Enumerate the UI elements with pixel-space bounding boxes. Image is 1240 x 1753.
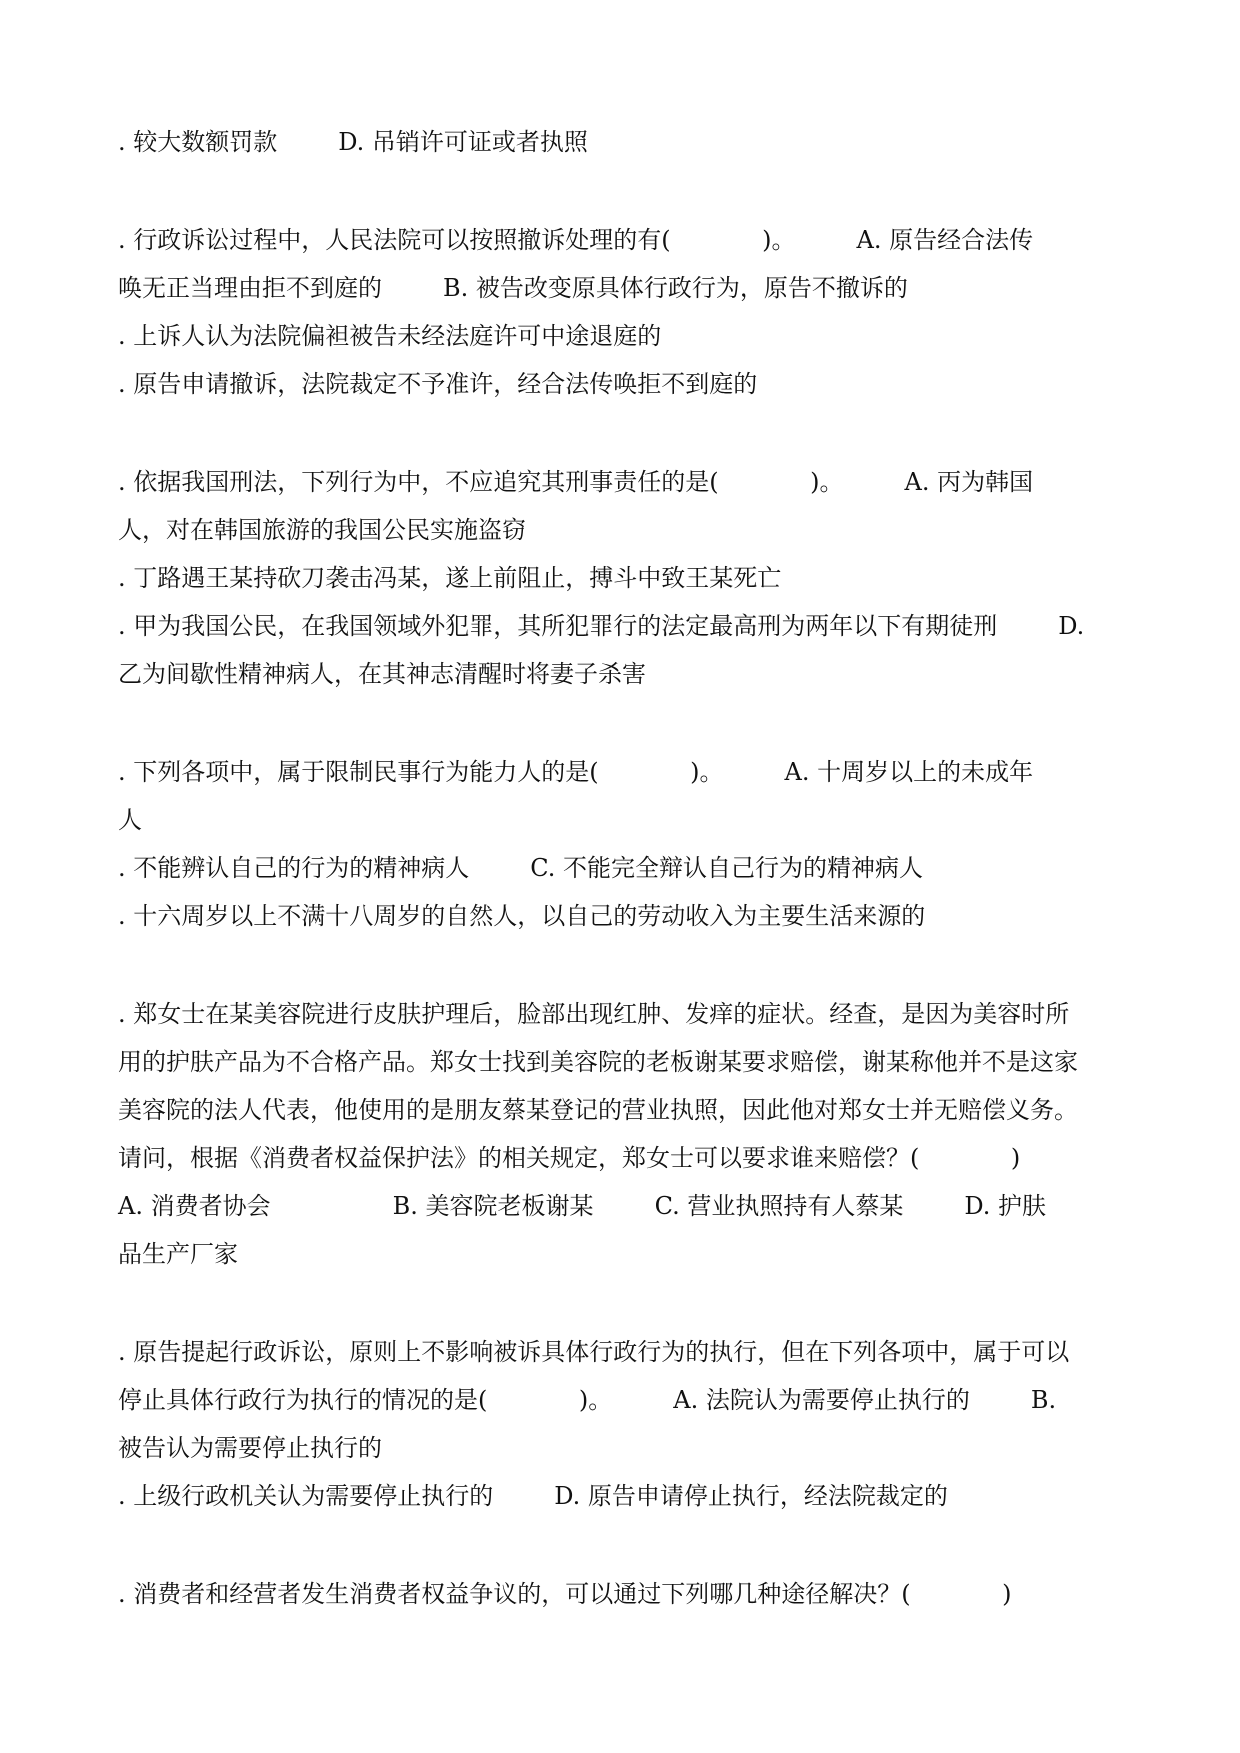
text-line: . 十六周岁以上不满十八周岁的自然人，以自己的劳动收入为主要生活来源的: [118, 902, 926, 930]
text-line: 用的护肤产品为不合格产品。郑女士找到美容院的老板谢某要求赔偿，谢某称他并不是这家: [118, 1048, 1078, 1076]
text-line: . 行政诉讼过程中，人民法院可以按照撤诉处理的有( )。 A. 原告经合法传: [118, 226, 1034, 254]
text-line: . 甲为我国公民，在我国领域外犯罪，其所犯罪行的法定最高刑为两年以下有期徒刑 D.: [118, 612, 1085, 640]
text-line: 停止具体行政行为执行的情况的是( )。 A. 法院认为需要停止执行的 B.: [118, 1386, 1057, 1414]
text-line: 乙为间歇性精神病人，在其神志清醒时将妻子杀害: [118, 660, 646, 688]
text-line: 美容院的法人代表，他使用的是朋友蔡某登记的营业执照，因此他对郑女士并无赔偿义务。: [118, 1096, 1078, 1124]
text-line: . 原告提起行政诉讼，原则上不影响被诉具体行政行为的执行，但在下列各项中，属于可以: [118, 1338, 1070, 1366]
text-line: . 上级行政机关认为需要停止执行的 D. 原告申请停止执行，经法院裁定的: [118, 1482, 948, 1510]
text-line: 被告认为需要停止执行的: [118, 1434, 382, 1462]
text-line: . 上诉人认为法院偏袒被告未经法庭许可中途退庭的: [118, 322, 662, 350]
text-line: 品生产厂家: [118, 1240, 238, 1268]
text-line: 请问，根据《消费者权益保护法》的相关规定，郑女士可以要求谁来赔偿？( ): [118, 1144, 1021, 1172]
text-line: . 郑女士在某美容院进行皮肤护理后，脸部出现红肿、发痒的症状。经查，是因为美容时所: [118, 1000, 1070, 1028]
text-line: . 较大数额罚款 D. 吊销许可证或者执照: [118, 128, 588, 156]
text-line: . 不能辨认自己的行为的精神病人 C. 不能完全辩认自己行为的精神病人: [118, 854, 924, 882]
text-line: 人: [118, 806, 142, 834]
text-line: A. 消费者协会 B. 美容院老板谢某 C. 营业执照持有人蔡某 D. 护肤: [118, 1192, 1047, 1220]
text-line: . 消费者和经营者发生消费者权益争议的，可以通过下列哪几种途径解决？( ): [118, 1580, 1012, 1608]
text-line: 唤无正当理由拒不到庭的 B. 被告改变原具体行政行为，原告不撤诉的: [118, 274, 908, 302]
text-line: . 依据我国刑法，下列行为中，不应追究其刑事责任的是( )。 A. 丙为韩国: [118, 468, 1034, 496]
text-line: . 下列各项中，属于限制民事行为能力人的是( )。 A. 十周岁以上的未成年: [118, 758, 1034, 786]
text-line: . 丁路遇王某持砍刀袭击冯某，遂上前阻止，搏斗中致王某死亡: [118, 564, 782, 592]
text-line: . 原告申请撤诉，法院裁定不予准许，经合法传唤拒不到庭的: [118, 370, 758, 398]
text-line: 人，对在韩国旅游的我国公民实施盗窃: [118, 516, 526, 544]
